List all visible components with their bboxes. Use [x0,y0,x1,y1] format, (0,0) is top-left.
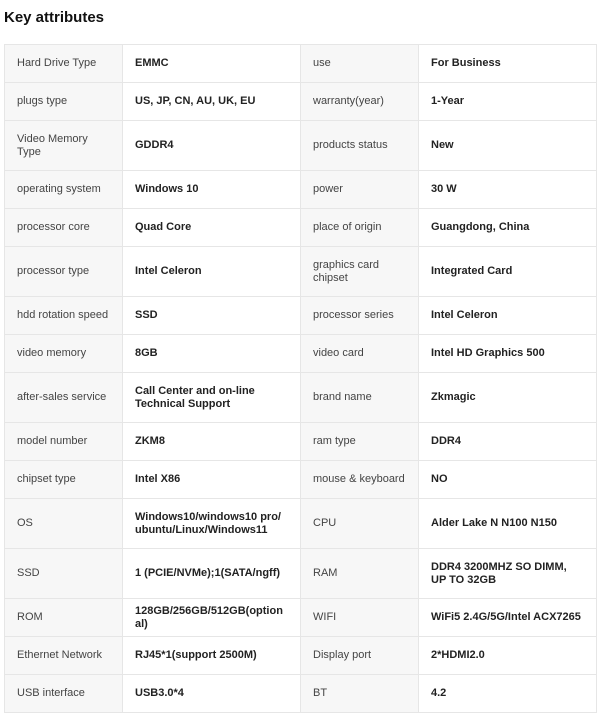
table-row [5,461,597,499]
table-row [5,297,597,335]
attribute-label: operating system [5,171,123,209]
attribute-label: WIFI [301,599,419,637]
attribute-label: Display port [301,637,419,675]
key-attributes-table [4,44,597,713]
attribute-label: warranty(year) [301,83,419,121]
attribute-label: Hard Drive Type [5,45,123,83]
attribute-label: USB interface [5,675,123,713]
attribute-label: mouse & keyboard [301,461,419,499]
attribute-value: Quad Core [123,209,301,247]
attribute-label: BT [301,675,419,713]
attribute-value: EMMC [123,45,301,83]
attribute-value: Windows 10 [123,171,301,209]
table-row [5,675,597,713]
attribute-label: video card [301,335,419,373]
table-row [5,209,597,247]
attribute-label: power [301,171,419,209]
attribute-label: ram type [301,423,419,461]
attribute-label: model number [5,423,123,461]
attribute-value: 128GB/256GB/512GB(optional) [123,599,301,637]
table-row [5,171,597,209]
attribute-value: DDR4 [419,423,597,461]
attribute-value: USB3.0*4 [123,675,301,713]
table-row [5,549,597,599]
attribute-value: NO [419,461,597,499]
table-row [5,121,597,171]
attribute-value: 2*HDMI2.0 [419,637,597,675]
attribute-value: Intel HD Graphics 500 [419,335,597,373]
attribute-value: 8GB [123,335,301,373]
attribute-label: plugs type [5,83,123,121]
section-title: Key attributes [4,9,105,26]
attribute-label: after-sales service [5,373,123,423]
attribute-label: graphics card chipset [301,247,419,297]
attribute-value: ZKM8 [123,423,301,461]
attribute-label: processor type [5,247,123,297]
attribute-value: Zkmagic [419,373,597,423]
attribute-value: Windows10/windows10 pro/ ubuntu/Linux/Windows11 [123,499,301,549]
table-row [5,599,597,637]
attribute-value: New [419,121,597,171]
attribute-value: 1-Year [419,83,597,121]
attribute-label: SSD [5,549,123,599]
attribute-label: RAM [301,549,419,599]
attribute-label: use [301,45,419,83]
attribute-value: RJ45*1(support 2500M) [123,637,301,675]
table-row [5,247,597,297]
attribute-label: Video Memory Type [5,121,123,171]
attribute-label: Ethernet Network [5,637,123,675]
attribute-label: processor core [5,209,123,247]
attribute-value: DDR4 3200MHZ SO DIMM, UP TO 32GB [419,549,597,599]
attribute-label: products status [301,121,419,171]
attribute-label: CPU [301,499,419,549]
attribute-label: processor series [301,297,419,335]
attribute-label: chipset type [5,461,123,499]
attribute-value: Call Center and on-line Technical Support [123,373,301,423]
attribute-label: place of origin [301,209,419,247]
attribute-value: Intel X86 [123,461,301,499]
table-row [5,45,597,83]
table-row [5,335,597,373]
attribute-value: 4.2 [419,675,597,713]
attribute-value: US, JP, CN, AU, UK, EU [123,83,301,121]
attribute-value: For Business [419,45,597,83]
table-row [5,423,597,461]
attribute-value: 30 W [419,171,597,209]
table-row [5,373,597,423]
table-row [5,83,597,121]
attribute-value: WiFi5 2.4G/5G/Intel ACX7265 [419,599,597,637]
attribute-label: OS [5,499,123,549]
table-row [5,499,597,549]
attribute-value: Integrated Card [419,247,597,297]
attribute-value: Intel Celeron [419,297,597,335]
attribute-value: 1 (PCIE/NVMe);1(SATA/ngff) [123,549,301,599]
attribute-value: SSD [123,297,301,335]
attribute-value: Intel Celeron [123,247,301,297]
attribute-label: brand name [301,373,419,423]
attribute-label: video memory [5,335,123,373]
attribute-label: ROM [5,599,123,637]
table-row [5,637,597,675]
attribute-value: GDDR4 [123,121,301,171]
attribute-value: Guangdong, China [419,209,597,247]
attribute-value: Alder Lake N N100 N150 [419,499,597,549]
attribute-label: hdd rotation speed [5,297,123,335]
